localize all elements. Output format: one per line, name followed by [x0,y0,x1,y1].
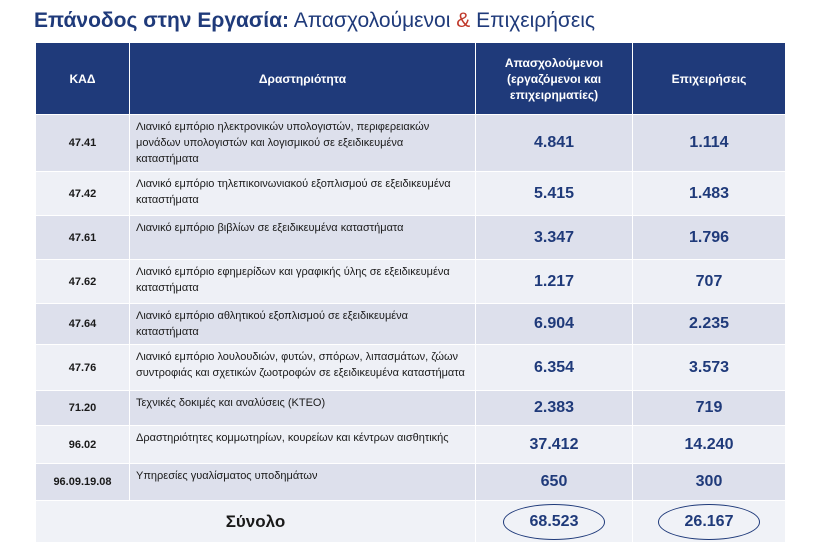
table-row [36,345,786,391]
header-row [36,43,786,115]
page-title [34,8,595,34]
total-row [36,501,786,543]
businesses-cell: 3.573 [633,345,786,391]
total-businesses-value: 26.167 [658,504,761,540]
kad-cell: 47.62 [36,260,130,304]
table-row [36,391,786,426]
activity-cell: Λιανικό εμπόριο τηλεπικοινωνιακού εξοπλισμού σε εξειδικευμένα καταστήματα [130,172,476,216]
businesses-cell: 2.235 [633,304,786,345]
table-row [36,304,786,345]
header-businesses: Επιχειρήσεις [633,43,786,115]
activity-cell: Λιανικό εμπόριο βιβλίων σε εξειδικευμένα καταστήματα [130,216,476,260]
data-table [35,42,786,543]
total-employed-value: 68.523 [503,504,606,540]
activity-cell: Τεχνικές δοκιμές και αναλύσεις (ΚΤΕΟ) [130,391,476,426]
businesses-cell: 1.483 [633,172,786,216]
kad-cell: 96.02 [36,426,130,464]
businesses-cell: 1.114 [633,115,786,172]
title-amp: & [456,9,471,32]
kad-cell: 47.41 [36,115,130,172]
title-bold: Επάνοδος στην Εργασία: [34,9,290,32]
kad-cell: 96.09.19.08 [36,464,130,501]
activity-cell: Λιανικό εμπόριο εφημερίδων και γραφικής ύλης σε εξειδικευμένα καταστήματα [130,260,476,304]
header-kad: ΚΑΔ [36,43,130,115]
title-part2: Επιχειρήσεις [470,9,596,32]
employed-cell: 4.841 [476,115,633,172]
kad-cell: 71.20 [36,391,130,426]
employed-cell: 2.383 [476,391,633,426]
table-row [36,426,786,464]
employed-cell: 3.347 [476,216,633,260]
total-businesses-cell [633,501,786,543]
employed-cell: 6.354 [476,345,633,391]
businesses-cell: 300 [633,464,786,501]
kad-cell: 47.64 [36,304,130,345]
table-row [36,464,786,501]
employed-cell: 37.412 [476,426,633,464]
table-row [36,216,786,260]
activity-cell: Λιανικό εμπόριο λουλουδιών, φυτών, σπόρων, λιπασμάτων, ζώων συντροφιάς και σχετικών ζωοτροφών σε εξειδικευμένα καταστήματα [130,345,476,391]
total-label: Σύνολο [36,501,476,543]
kad-cell: 47.61 [36,216,130,260]
title-part1: Απασχολούμενοι [293,9,457,32]
table-row [36,115,786,172]
employed-cell: 6.904 [476,304,633,345]
kad-cell: 47.42 [36,172,130,216]
employed-cell: 1.217 [476,260,633,304]
activity-cell: Λιανικό εμπόριο αθλητικού εξοπλισμού σε εξειδικευμένα καταστήματα [130,304,476,345]
businesses-cell: 14.240 [633,426,786,464]
businesses-cell: 719 [633,391,786,426]
employed-cell: 650 [476,464,633,501]
activity-cell: Λιανικό εμπόριο ηλεκτρονικών υπολογιστών, περιφερειακών μονάδων υπολογιστών και λογισμικού σε εξειδικευμένα καταστήματα [130,115,476,172]
employed-cell: 5.415 [476,172,633,216]
businesses-cell: 1.796 [633,216,786,260]
businesses-cell: 707 [633,260,786,304]
total-employed-cell [476,501,633,543]
header-employed: Απασχολούμενοι (εργαζόμενοι και επιχειρηματίες) [476,43,633,115]
activity-cell: Υπηρεσίες γυαλίσματος υποδημάτων [130,464,476,501]
table-row [36,172,786,216]
table-row [36,260,786,304]
header-activity: Δραστηριότητα [130,43,476,115]
kad-cell: 47.76 [36,345,130,391]
activity-cell: Δραστηριότητες κομμωτηρίων, κουρείων και κέντρων αισθητικής [130,426,476,464]
